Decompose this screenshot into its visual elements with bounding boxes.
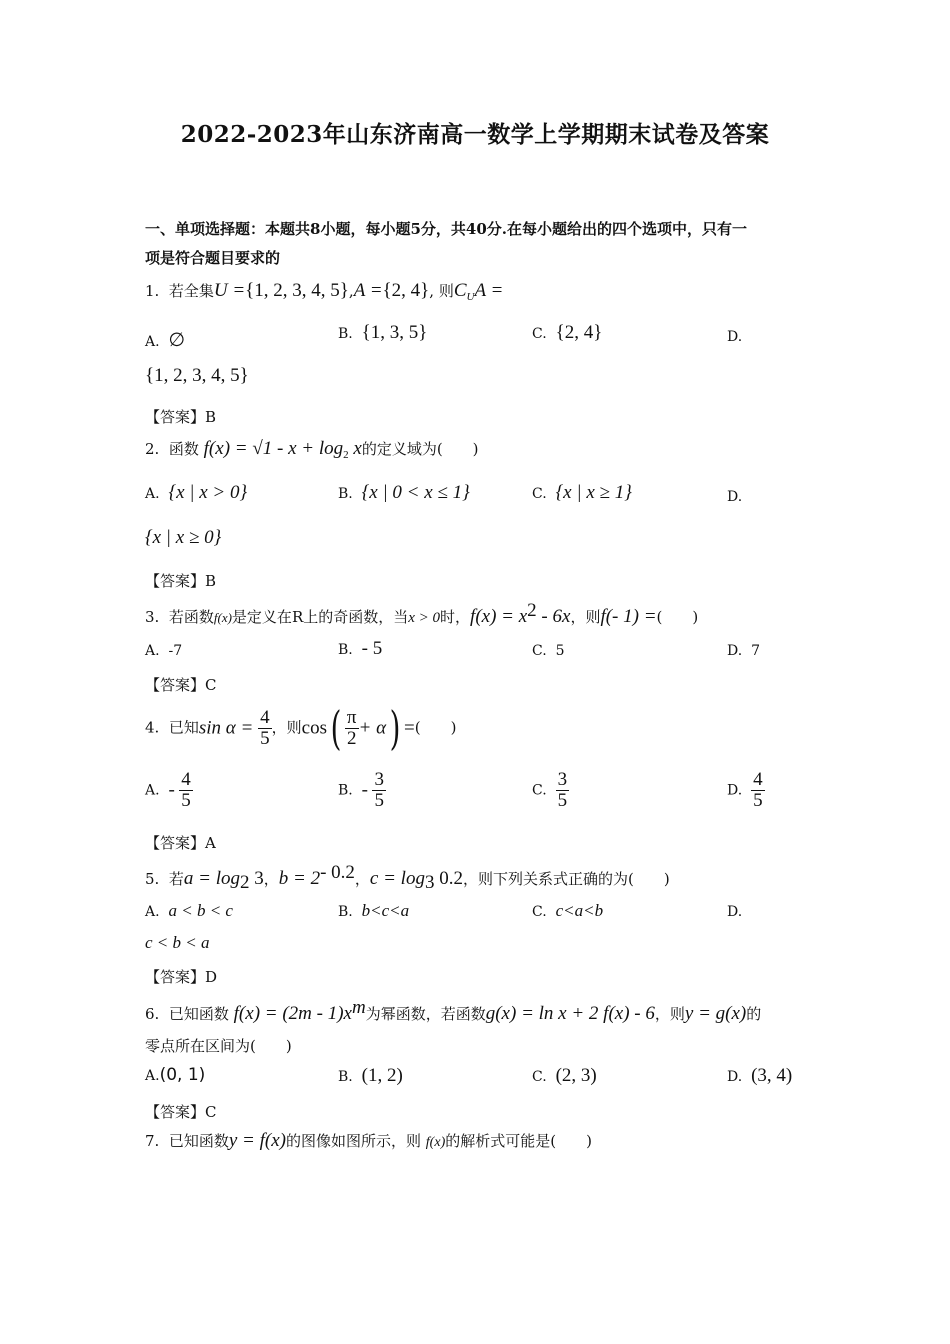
q5-option-c: C. c<a<b (532, 901, 604, 920)
page-title: 2022-2023年山东济南高一数学上学期期末试卷及答案 (180, 121, 770, 148)
q4-option-d: D. $\frac{4}{5}$ (727, 769, 763, 811)
q3-option-c: C. 5 (532, 643, 565, 659)
question-6-line2: 零点所在区间为( ) (145, 1037, 292, 1055)
q5-option-a: A. a < b < c (145, 901, 233, 920)
q4-option-a: A. - $\frac{4}{5}$ (145, 769, 191, 811)
q3-answer: 【答案】C (145, 676, 217, 694)
q3-option-b: B. - 5 (338, 638, 383, 659)
q4-option-c: C. $\frac{3}{5}$ (532, 769, 568, 811)
section-heading-line1: 一、单项选择题：本题共8小题，每小题5分，共40分.在每小题给出的四个选项中，只有一 (145, 220, 747, 238)
q2-option-d-value: {x | x ≥ 0} (145, 527, 222, 548)
right-paren: ) (389, 701, 401, 755)
q5-option-d-value: c < b < a (145, 933, 210, 952)
q1-option-d-label: D. (727, 329, 743, 345)
q4-answer: 【答案】A (145, 834, 216, 852)
q1-option-d-value: {1, 2, 3, 4, 5} (145, 365, 249, 386)
question-6: 6. 已知函数 $f(x) = (2m - 1)x^m$为幂函数，若函数g(x) = ln x + 2 f(x) - 6，则y = g(x)的 (145, 997, 762, 1024)
section-heading-line2: 项是符合题目要求的 (145, 249, 281, 267)
q2-answer: 【答案】B (145, 572, 217, 590)
question-5: 5. 若$a = \log_2 3$，$b = 2^{- 0.2}$，$c = \log_3 0.2$，则下列关系式正确的为( ) (145, 862, 670, 893)
q6-option-a: A.(0, 1) (145, 1065, 206, 1085)
q3-option-d: D. 7 (727, 643, 761, 659)
q5-answer: 【答案】D (145, 968, 218, 986)
question-7: 7. 已知函数y = f(x)的图像如图所示，则 f(x)的解析式可能是( ) (145, 1130, 592, 1151)
q2-option-b: B. {x | 0 < x ≤ 1} (338, 482, 470, 503)
q6-option-b: B. (1, 2) (338, 1065, 403, 1086)
q2-option-d-label: D. (727, 489, 743, 505)
q6-option-c: C. (2, 3) (532, 1065, 597, 1086)
left-paren: ( (330, 701, 342, 755)
q4-option-b: B. - $\frac{3}{5}$ (338, 769, 384, 811)
q1-answer: 【答案】B (145, 408, 217, 426)
q2-option-c: C. {x | x ≥ 1} (532, 482, 632, 503)
question-1: 1. 若全集U ={1, 2, 3, 4, 5},A ={2, 4}, 则$C_UA$ = (145, 280, 504, 303)
q1-option-a: A. ∅ (145, 330, 186, 351)
question-3: 3. 若函数f(x)是定义在R上的奇函数，当x > 0时，$f(x) = x^2 - 6x$，则f(- 1) =( ) (145, 600, 699, 627)
q6-option-d: D. (3, 4) (727, 1065, 793, 1086)
q5-option-d-label: D. (727, 904, 743, 920)
q1-option-c: C. {2, 4} (532, 322, 603, 343)
q3-option-a: A. -7 (145, 643, 183, 659)
q6-answer: 【答案】C (145, 1103, 217, 1121)
q5-option-b: B. b<c<a (338, 901, 410, 920)
q2-option-a: A. {x | x > 0} (145, 482, 248, 503)
q1-option-b: B. {1, 3, 5} (338, 322, 428, 343)
question-4: 4. 已知sin α = $\frac{4}{5}$ ，则cos( $\frac{\pi}{2}$ + α) =( ) (145, 701, 457, 755)
question-2: 2. 函数 $f(x) = √1 - x + \log_2 x$的定义域为( ) (145, 438, 479, 461)
